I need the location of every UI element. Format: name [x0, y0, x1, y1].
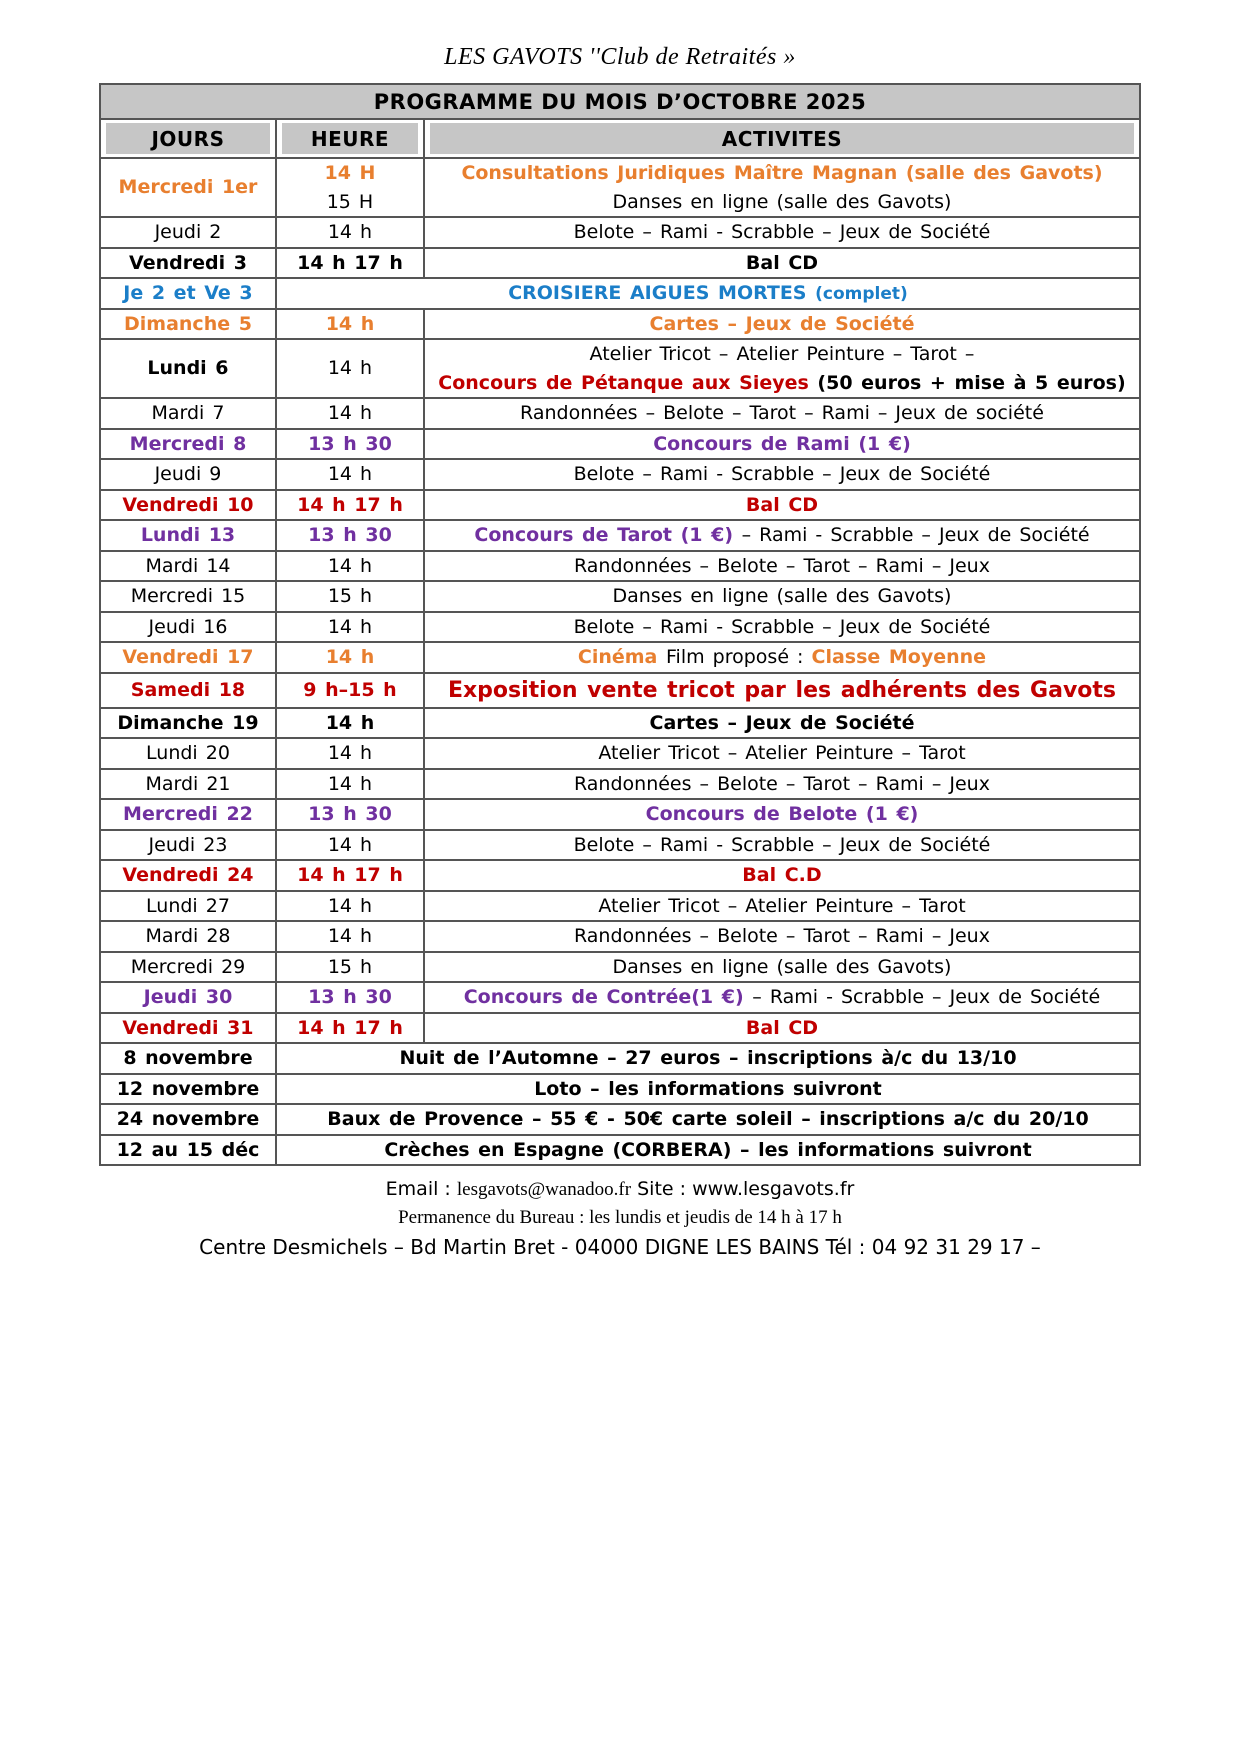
- day-cell: [100, 612, 276, 643]
- activity-cell: [424, 520, 1140, 551]
- day-cell: [100, 1043, 276, 1074]
- heure-line: [277, 831, 423, 860]
- text-segment: Vendredi 31: [122, 1016, 254, 1039]
- activity-cell: [424, 673, 1140, 708]
- activity-cell: [424, 459, 1140, 490]
- day-cell: [100, 459, 276, 490]
- text-segment: 15 H: [326, 190, 374, 213]
- text-segment: Danses en ligne (salle des Gavots): [612, 190, 952, 213]
- text-segment: Crèches en Espagne (CORBERA) – les informations suivront: [384, 1138, 1032, 1161]
- text-segment: Jeudi 2: [154, 221, 222, 243]
- day-cell: [100, 158, 276, 217]
- table-row: [100, 673, 1140, 708]
- text-segment: 9 h–15 h: [303, 678, 397, 701]
- text-segment: 14 h 17 h: [297, 864, 403, 886]
- heure-cell: [276, 429, 424, 460]
- text-segment: – Rami - Scrabble – Jeux de Société: [752, 986, 1101, 1008]
- program-title-bar: PROGRAMME DU MOIS D’OCTOBRE 2025: [101, 85, 1139, 118]
- activity-line: [425, 491, 1139, 520]
- day-cell: [100, 278, 276, 309]
- text-segment: Belote – Rami - Scrabble – Jeux de Société: [573, 615, 991, 638]
- heure-cell: [276, 339, 424, 398]
- site-text: www.lesgavots.fr: [692, 1178, 855, 1200]
- text-segment: Randonnées – Belote – Tarot – Rami – Jeux de société: [520, 402, 1044, 424]
- activity-line: [425, 953, 1139, 982]
- heure-line: [277, 310, 423, 339]
- text-segment: Lundi 6: [147, 357, 229, 380]
- heure-line: [277, 800, 423, 829]
- column-header-activites-label: ACTIVITES: [430, 123, 1134, 154]
- activity-line: [425, 1014, 1139, 1043]
- table-row: [100, 278, 1140, 309]
- activity-line: [425, 310, 1139, 339]
- table-row: [100, 581, 1140, 612]
- activity-cell: [424, 952, 1140, 983]
- table-row: [100, 642, 1140, 673]
- column-header-row: [100, 119, 1140, 158]
- table-row: [100, 339, 1140, 398]
- activity-line: [425, 770, 1139, 799]
- text-segment: Vendredi 24: [122, 864, 254, 886]
- heure-line: [277, 613, 423, 642]
- text-segment: Belote – Rami - Scrabble – Jeux de Société: [573, 833, 991, 856]
- heure-cell: [276, 982, 424, 1013]
- text-segment: Film proposé :: [666, 646, 812, 668]
- text-segment: Jeudi 9: [154, 463, 222, 485]
- heure-cell: [276, 459, 424, 490]
- text-segment: 8 novembre: [123, 1047, 253, 1069]
- text-segment: 14 h: [327, 463, 373, 485]
- activity-cell: [424, 769, 1140, 800]
- text-segment: Bal CD: [745, 251, 819, 274]
- day-cell: [100, 520, 276, 551]
- activity-cell: [424, 248, 1140, 279]
- activity-line: [425, 340, 1139, 369]
- text-segment: Exposition vente tricot par les adhérents des Gavots: [447, 677, 1117, 703]
- activity-cell: [424, 158, 1140, 217]
- activity-line: [425, 831, 1139, 860]
- text-segment: Atelier Tricot – Atelier Peinture – Tarot: [598, 894, 966, 917]
- heure-cell: [276, 673, 424, 708]
- activity-cell: [424, 642, 1140, 673]
- day-cell: [100, 339, 276, 398]
- table-row: [100, 799, 1140, 830]
- text-segment: 12 novembre: [116, 1077, 260, 1100]
- heure-line: [277, 249, 423, 278]
- text-segment: 14 h: [327, 833, 373, 856]
- activity-cell: [424, 738, 1140, 769]
- activity-cell: [424, 612, 1140, 643]
- activity-line: [425, 800, 1139, 829]
- heure-line: [277, 922, 423, 951]
- heure-cell: [276, 642, 424, 673]
- heure-cell: [276, 217, 424, 248]
- text-segment: Cinéma: [577, 646, 666, 668]
- text-segment: 14 h: [325, 711, 375, 734]
- text-segment: Mercredi 29: [130, 955, 246, 978]
- activity-line: [425, 430, 1139, 459]
- text-segment: (50 euros + mise à 5 euros): [817, 371, 1126, 394]
- activity-line: [425, 582, 1139, 611]
- day-cell: [100, 860, 276, 891]
- day-cell: [100, 1135, 276, 1166]
- table-row: [100, 520, 1140, 551]
- activity-line: [425, 613, 1139, 642]
- text-segment: 14 h 17 h: [297, 493, 403, 516]
- text-segment: Mardi 28: [145, 925, 231, 947]
- text-segment: Jeudi 16: [148, 615, 228, 638]
- heure-line: [277, 552, 423, 581]
- heure-line: [277, 521, 423, 550]
- text-segment: Vendredi 3: [129, 251, 247, 274]
- activity-cell: [424, 891, 1140, 922]
- table-row: [100, 860, 1140, 891]
- text-segment: Danses en ligne (salle des Gavots): [612, 955, 952, 978]
- program-table: [99, 83, 1141, 1166]
- text-segment: Dimanche 5: [124, 312, 252, 335]
- email-text: lesgavots@wanadoo.fr: [456, 1179, 632, 1200]
- column-header-jours: [100, 119, 276, 158]
- activity-line: [425, 643, 1139, 672]
- heure-cell: [276, 952, 424, 983]
- text-segment: Mardi 14: [145, 554, 231, 577]
- text-segment: Belote – Rami - Scrabble – Jeux de Société: [573, 221, 991, 243]
- activity-cell: [276, 1043, 1140, 1074]
- text-segment: Baux de Provence – 55 € - 50€ carte soleil – inscriptions a/c du 20/10: [327, 1108, 1089, 1130]
- column-header-heure: [276, 119, 424, 158]
- text-segment: Mardi 7: [151, 402, 225, 424]
- column-header-jours-label: JOURS: [106, 123, 270, 154]
- activity-cell: [276, 1104, 1140, 1135]
- heure-line: [277, 983, 423, 1012]
- program-title-cell: [100, 84, 1140, 119]
- text-segment: Mercredi 15: [130, 585, 246, 607]
- text-segment: Cartes – Jeux de Société: [649, 312, 915, 335]
- day-cell: [100, 309, 276, 340]
- day-cell: [100, 952, 276, 983]
- text-segment: Concours de Rami (1 €): [653, 432, 911, 455]
- text-segment: 14 h: [327, 615, 373, 638]
- text-segment: Lundi 27: [146, 894, 230, 917]
- day-cell: [100, 490, 276, 521]
- footer-permanence-line: Permanence du Bureau : les lundis et jeudis de 14 h à 17 h: [398, 1206, 842, 1228]
- activity-line: [425, 709, 1139, 738]
- text-segment: Atelier Tricot – Atelier Peinture – Tarot –: [589, 343, 975, 365]
- heure-cell: [276, 158, 424, 217]
- activity-cell: [276, 278, 1140, 309]
- heure-cell: [276, 921, 424, 952]
- text-segment: 14 h: [327, 742, 373, 764]
- day-cell: [100, 673, 276, 708]
- text-segment: Cartes – Jeux de Société: [649, 711, 915, 734]
- heure-line: [277, 739, 423, 768]
- text-segment: Mercredi 22: [123, 803, 253, 825]
- day-cell: [100, 642, 276, 673]
- text-segment: Randonnées – Belote – Tarot – Rami – Jeux: [574, 772, 990, 795]
- activity-line: [425, 674, 1139, 707]
- activity-cell: [424, 490, 1140, 521]
- day-cell: [100, 830, 276, 861]
- heure-cell: [276, 581, 424, 612]
- text-segment: Randonnées – Belote – Tarot – Rami – Jeux: [574, 925, 990, 947]
- table-row: [100, 309, 1140, 340]
- text-segment: Mercredi 8: [129, 432, 247, 455]
- text-segment: Mercredi 1er: [118, 176, 258, 199]
- text-segment: 14 h: [327, 925, 373, 947]
- table-row: [100, 769, 1140, 800]
- text-segment: Randonnées – Belote – Tarot – Rami – Jeux: [574, 554, 990, 577]
- text-segment: 15 h: [327, 585, 373, 607]
- text-segment: Concours de Pétanque aux Sieyes: [438, 371, 818, 394]
- text-segment: Consultations Juridiques Maître Magnan (salle des Gavots): [461, 162, 1103, 184]
- text-segment: Lundi 20: [146, 742, 230, 764]
- activity-cell: [424, 398, 1140, 429]
- activity-line: [425, 249, 1139, 278]
- heure-cell: [276, 799, 424, 830]
- activity-cell: [424, 217, 1140, 248]
- heure-line: [277, 460, 423, 489]
- text-segment: 13 h 30: [308, 524, 392, 546]
- activity-cell: [424, 830, 1140, 861]
- day-cell: [100, 891, 276, 922]
- heure-cell: [276, 860, 424, 891]
- column-header-heure-label: HEURE: [282, 123, 418, 154]
- text-segment: Atelier Tricot – Atelier Peinture – Tarot: [598, 742, 966, 764]
- text-segment: 14 h: [325, 312, 375, 335]
- text-segment: Samedi 18: [130, 678, 246, 701]
- text-segment: Nuit de l’Automne – 27 euros – inscriptions à/c du 13/10: [399, 1047, 1017, 1069]
- text-segment: – Rami - Scrabble – Jeux de Société: [741, 524, 1090, 546]
- heure-line: [277, 582, 423, 611]
- text-segment: 13 h 30: [308, 986, 392, 1008]
- table-row: [100, 158, 1140, 217]
- day-cell: [100, 921, 276, 952]
- table-row: [100, 490, 1140, 521]
- activity-line: [277, 1105, 1139, 1134]
- table-row: [100, 1043, 1140, 1074]
- text-segment: Danses en ligne (salle des Gavots): [612, 585, 952, 607]
- table-body: [100, 158, 1140, 1165]
- text-segment: Jeudi 23: [148, 833, 228, 856]
- text-segment: 14 h 17 h: [297, 251, 403, 274]
- table-row: [100, 459, 1140, 490]
- footer-address-line: Centre Desmichels – Bd Martin Bret - 04000 DIGNE LES BAINS Tél : 04 92 31 29 17 –: [199, 1235, 1041, 1260]
- activity-line: [425, 521, 1139, 550]
- activity-line: [425, 983, 1139, 1012]
- activity-cell: [424, 339, 1140, 398]
- table-row: [100, 1013, 1140, 1044]
- text-segment: 14 h 17 h: [297, 1016, 403, 1039]
- text-segment: Concours de Tarot (1 €): [474, 524, 742, 546]
- heure-line: [277, 709, 423, 738]
- activity-line: [425, 218, 1139, 247]
- text-segment: Dimanche 19: [117, 711, 259, 734]
- footer: [0, 1176, 1240, 1262]
- heure-cell: [276, 490, 424, 521]
- footer-contact-line: [0, 1176, 1240, 1204]
- table-row: [100, 551, 1140, 582]
- heure-cell: [276, 309, 424, 340]
- program-title-row: [100, 84, 1140, 119]
- day-cell: [100, 1104, 276, 1135]
- table-row: [100, 952, 1140, 983]
- day-cell: [100, 248, 276, 279]
- table-row: [100, 1104, 1140, 1135]
- text-segment: 14 H: [324, 162, 376, 184]
- heure-cell: [276, 830, 424, 861]
- day-cell: [100, 982, 276, 1013]
- heure-cell: [276, 738, 424, 769]
- activity-line: [425, 399, 1139, 428]
- heure-line: [277, 218, 423, 247]
- activity-line: [425, 922, 1139, 951]
- day-cell: [100, 708, 276, 739]
- table-row: [100, 1074, 1140, 1105]
- activity-line: [425, 460, 1139, 489]
- day-cell: [100, 1013, 276, 1044]
- heure-cell: [276, 398, 424, 429]
- text-segment: Bal C.D: [742, 864, 822, 886]
- heure-cell: [276, 612, 424, 643]
- text-segment: 24 novembre: [116, 1108, 260, 1130]
- heure-line: [277, 861, 423, 890]
- heure-cell: [276, 891, 424, 922]
- text-segment: 14 h: [327, 554, 373, 577]
- activity-line: [277, 1136, 1139, 1165]
- text-segment: Je 2 et Ve 3: [123, 282, 253, 304]
- day-cell: [100, 769, 276, 800]
- text-segment: CROISIERE AIGUES MORTES: [508, 282, 816, 304]
- table-row: [100, 921, 1140, 952]
- day-cell: [100, 217, 276, 248]
- table-row: [100, 248, 1140, 279]
- activity-line: [425, 188, 1139, 217]
- text-segment: 14 h: [325, 646, 375, 668]
- table-row: [100, 891, 1140, 922]
- text-segment: 13 h 30: [308, 432, 392, 455]
- activity-cell: [424, 982, 1140, 1013]
- heure-line: [277, 491, 423, 520]
- day-cell: [100, 1074, 276, 1105]
- activity-line: [425, 739, 1139, 768]
- activity-cell: [424, 860, 1140, 891]
- text-segment: 14 h: [327, 772, 373, 795]
- table-row: [100, 1135, 1140, 1166]
- heure-line: [277, 399, 423, 428]
- text-segment: 14 h: [327, 402, 373, 424]
- activity-line: [277, 1075, 1139, 1104]
- activity-line: [277, 1044, 1139, 1073]
- activity-cell: [424, 429, 1140, 460]
- text-segment: 14 h: [327, 894, 373, 917]
- activity-line: [277, 279, 1139, 308]
- table-row: [100, 398, 1140, 429]
- table-row: [100, 217, 1140, 248]
- text-segment: Classe Moyenne: [811, 646, 987, 668]
- text-segment: Jeudi 30: [143, 986, 233, 1008]
- text-segment: (complet): [815, 284, 908, 304]
- text-segment: 15 h: [327, 955, 373, 978]
- heure-line: [277, 676, 423, 705]
- table-row: [100, 982, 1140, 1013]
- text-segment: Mardi 21: [145, 772, 231, 795]
- activity-line: [425, 159, 1139, 188]
- activity-line: [425, 552, 1139, 581]
- day-cell: [100, 738, 276, 769]
- text-segment: 14 h: [327, 221, 373, 243]
- day-cell: [100, 799, 276, 830]
- heure-line: [277, 953, 423, 982]
- document-title: LES GAVOTS ''Club de Retraités »: [444, 44, 796, 70]
- activity-line: [425, 369, 1139, 398]
- heure-line: [277, 643, 423, 672]
- activity-cell: [424, 581, 1140, 612]
- activity-cell: [424, 708, 1140, 739]
- activity-cell: [276, 1074, 1140, 1105]
- email-label: Email :: [385, 1178, 457, 1200]
- heure-line: [277, 1014, 423, 1043]
- heure-cell: [276, 520, 424, 551]
- column-header-activites: [424, 119, 1140, 158]
- heure-line: [277, 188, 423, 217]
- heure-line: [277, 159, 423, 188]
- day-cell: [100, 398, 276, 429]
- activity-cell: [424, 1013, 1140, 1044]
- table-row: [100, 708, 1140, 739]
- text-segment: Belote – Rami - Scrabble – Jeux de Société: [573, 463, 991, 485]
- activity-line: [425, 861, 1139, 890]
- text-segment: Concours de Belote (1 €): [645, 803, 919, 825]
- activity-cell: [424, 921, 1140, 952]
- heure-line: [277, 770, 423, 799]
- activity-cell: [424, 551, 1140, 582]
- text-segment: Vendredi 17: [122, 646, 254, 668]
- activity-cell: [424, 309, 1140, 340]
- day-cell: [100, 551, 276, 582]
- text-segment: 13 h 30: [308, 803, 392, 825]
- table-row: [100, 738, 1140, 769]
- heure-cell: [276, 708, 424, 739]
- text-segment: Vendredi 10: [122, 493, 254, 516]
- heure-line: [277, 430, 423, 459]
- text-segment: Bal CD: [745, 493, 819, 516]
- activity-cell: [424, 799, 1140, 830]
- heure-cell: [276, 769, 424, 800]
- text-segment: Lundi 13: [140, 524, 236, 546]
- heure-cell: [276, 551, 424, 582]
- text-segment: Bal CD: [745, 1016, 819, 1039]
- heure-cell: [276, 1013, 424, 1044]
- table-row: [100, 612, 1140, 643]
- day-cell: [100, 581, 276, 612]
- site-label: Site :: [631, 1178, 693, 1200]
- activity-cell: [276, 1135, 1140, 1166]
- day-cell: [100, 429, 276, 460]
- text-segment: Concours de Contrée(1 €): [463, 986, 753, 1008]
- activity-line: [425, 892, 1139, 921]
- text-segment: Loto – les informations suivront: [534, 1077, 882, 1100]
- heure-cell: [276, 248, 424, 279]
- table-row: [100, 429, 1140, 460]
- heure-line: [277, 354, 423, 383]
- text-segment: 14 h: [327, 357, 373, 380]
- heure-line: [277, 892, 423, 921]
- text-segment: 12 au 15 déc: [116, 1138, 260, 1161]
- table-row: [100, 830, 1140, 861]
